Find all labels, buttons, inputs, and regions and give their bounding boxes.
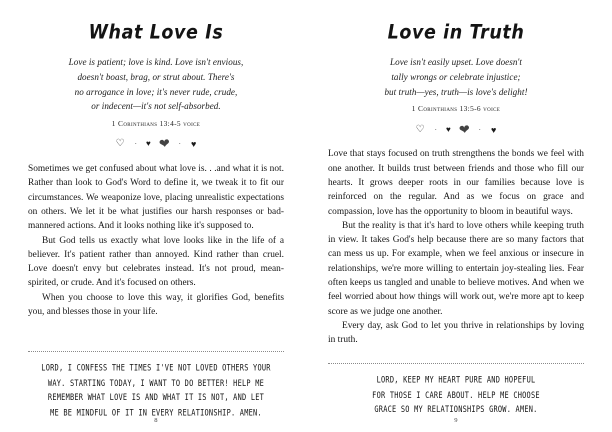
paragraph: But God tells us exactly what love looks like in the life of a believer. It's patient rather than annoyed. Kind rather than cruel. Love doesn't envy but celebrates instead. It's not proud, mean-spirited, or crude. And it's focused on others. [28,235,284,289]
left-prayer-text [34,361,277,420]
scripture-line: Love is patient; love is kind. Love isn't envious, [68,57,244,68]
dotted-divider [28,351,284,352]
paragraph: Sometimes we get confused about what love is. . .and what it is not. Rather than look to God's Word to define it, we tweak it to fit our circumstances. We weaponize love, placing unrealistic expectations on others. We let it be what justifies our harsh responses or bad-mannered actions. And it looks nothing like it's supposed to. [28,164,284,232]
scripture-line: doesn't boast, brag, or strut about. There's [77,71,235,82]
prayer-line: LORD, KEEP MY HEART PURE AND HOPEFUL [376,374,536,386]
right-scripture-quote [332,55,580,99]
heart-small-solid-icon: ♥ [445,124,451,134]
right-prayer-text [334,373,577,417]
paragraph: Every day, ask God to let you thrive in relationships by loving in truth. [328,320,584,346]
paragraph: When you choose to love this way, it glorifies God, benefits you, and blesses those in your life. [28,292,284,317]
right-page-title: Love in Truth [387,21,525,45]
left-scripture-citation: 1 Corinthians 13:4-5 voice [111,119,201,129]
dot-icon: · [434,125,437,134]
right-scripture-citation: 1 Corinthians 13:5-6 voice [411,104,501,114]
heart-sketch-icon: ❤ [157,135,171,152]
prayer-line: FOR THOSE I CARE ABOUT. HELP ME CHOOSE [372,389,540,400]
scripture-line: Love isn't easily upset. Love doesn't [389,57,523,68]
scripture-line: tally wrongs or celebrate injustice; [391,71,521,82]
left-body-copy [28,162,284,319]
dotted-divider [328,363,584,364]
right-page-number: 9 [454,417,458,424]
left-prayer-block [28,351,284,417]
left-scripture-quote [32,55,280,114]
heart-solid-icon: ♥ [190,139,197,150]
prayer-line: LORD, I CONFESS THE TIMES I'VE NOT LOVED OTHERS YOUR [41,361,271,373]
heart-outline-icon: ♡ [115,138,125,150]
heart-solid-icon: ♥ [490,124,497,135]
right-body-copy [328,147,584,347]
dot-icon: · [178,140,181,149]
prayer-line: REMEMBER WHAT LOVE IS AND WHAT IT IS NOT, AND LET [47,391,265,403]
right-page [306,0,612,432]
left-page-title: What Love Is [88,21,224,45]
heart-outline-icon: ♡ [415,123,425,135]
left-heart-divider [28,137,284,151]
prayer-line: GRACE SO MY RELATIONSHIPS GROW. AMEN. [374,404,538,415]
paragraph: But the reality is that it's hard to love others while keeping truth in view. It takes God's help because there are so many factors that can mess us up. For example, when we feel anxious or insecure in relationships, we're more willing to entertain joy-stealing lies. Fear often keeps us tangled and unable to believe motives. And when we feel worried about how things will work out, we're more apt to keep score as we judge one another. [328,220,584,317]
scripture-line: no arrogance in love; it's never rude, crude, [74,86,238,97]
paragraph: Love that stays focused on truth strengthens the bonds we feel with one another. It builds trust between friends and those who fill our hearts. It grows deeper roots in our families because love is reinforced on the regular. And as we focus on grace and compassion, love has the opportunity to bloom in beautiful ways. [328,149,584,217]
left-page-number: 8 [154,417,158,424]
prayer-line: ME BE MINDFUL OF IT IN EVERY RELATIONSHIP. AMEN. [50,406,262,418]
heart-sketch-icon: ❤ [457,121,471,138]
scripture-line: but truth—yes, truth—is love's delight! [384,86,528,97]
scripture-line: or indecent—it's not self-absorbed. [91,101,221,112]
dot-icon: · [134,140,137,149]
right-prayer-block [328,363,584,417]
dot-icon: · [478,125,481,134]
right-heart-divider [328,122,584,136]
heart-small-solid-icon: ♥ [145,139,151,149]
prayer-line: WAY. STARTING TODAY, I WANT TO DO BETTER! HELP ME [47,376,265,388]
